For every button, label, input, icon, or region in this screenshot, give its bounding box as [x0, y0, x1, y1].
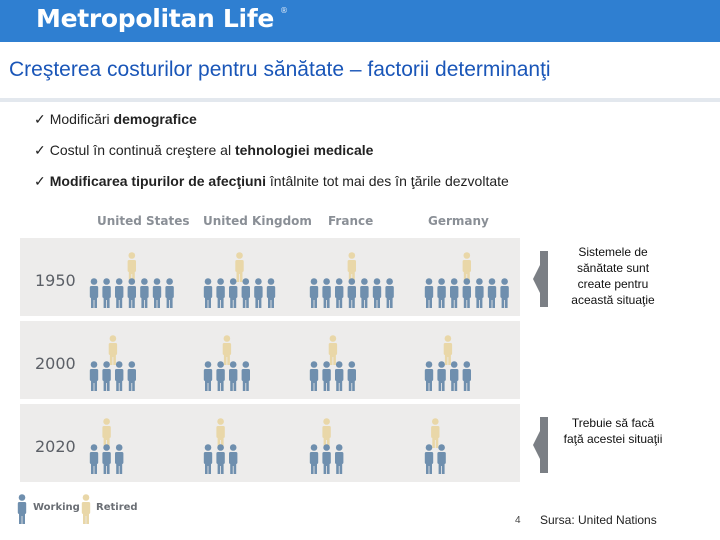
legend-working-label: Working — [33, 502, 80, 513]
working-person-icon — [335, 278, 343, 308]
retired-person-icon — [223, 335, 231, 365]
working-person-icon — [216, 361, 224, 391]
working-person-icon — [463, 278, 471, 308]
retired-person-icon — [109, 335, 117, 365]
working-person-icon — [204, 278, 212, 308]
working-person-icon — [335, 361, 343, 391]
retired-person-icon — [235, 252, 243, 282]
working-person-icon — [335, 444, 343, 474]
working-person-icon — [322, 444, 330, 474]
slide-title: Creşterea costurilor pentru sănătate – factorii determinanţi — [9, 58, 551, 81]
working-person-icon — [373, 278, 381, 308]
note-must-cope: Trebuie să facă faţă acestei situaţii — [563, 416, 663, 446]
check-icon: ✓ — [34, 142, 46, 158]
working-person-icon — [204, 361, 212, 391]
working-person-icon — [450, 361, 458, 391]
working-person-icon — [229, 444, 237, 474]
working-person-icon — [450, 278, 458, 308]
year-label-1950: 1950 — [35, 271, 76, 290]
registered-mark: ® — [280, 6, 288, 15]
working-person-icon — [102, 361, 110, 391]
bullet-bold-text: Modificarea tipurilor de afecţiuni — [49, 173, 266, 189]
retired-person-icon — [431, 418, 439, 448]
working-person-icon — [437, 361, 445, 391]
check-icon: ✓ — [34, 111, 46, 127]
page-number: 4 — [515, 515, 521, 526]
working-person-icon — [115, 278, 123, 308]
legend-retired-label: Retired — [96, 502, 138, 513]
country-label-united-kingdom: United Kingdom — [203, 214, 312, 228]
company-logo: Metropolitan Life — [36, 4, 275, 33]
check-icon: ✓ — [34, 173, 46, 189]
working-person-icon — [310, 278, 318, 308]
working-person-icon — [322, 278, 330, 308]
working-person-icon — [267, 278, 275, 308]
retired-person-icon — [348, 252, 356, 282]
bullet-text: Costul în continuă creştere al — [49, 142, 235, 158]
country-label-germany: Germany — [428, 214, 489, 228]
working-person-icon — [216, 444, 224, 474]
working-person-icon — [90, 444, 98, 474]
working-person-icon — [348, 278, 356, 308]
working-person-icon — [102, 444, 110, 474]
working-person-icon — [310, 361, 318, 391]
bullet-bold-text: tehnologiei medicale — [234, 142, 374, 158]
working-person-icon — [385, 278, 393, 308]
retired-person-icon — [329, 335, 337, 365]
working-person-icon — [475, 278, 483, 308]
arrow-bar — [540, 251, 548, 307]
working-person-icon — [488, 278, 496, 308]
legend-retired-person-icon — [82, 494, 90, 524]
working-person-icon — [115, 444, 123, 474]
working-person-icon — [360, 278, 368, 308]
working-person-icon — [165, 278, 173, 308]
bullet-bold-text: demografice — [113, 111, 197, 127]
retired-person-icon — [102, 418, 110, 448]
working-person-icon — [229, 361, 237, 391]
note-situation-designed: Sistemele de sănătate sunt create pentru această situaţie — [571, 245, 655, 307]
working-person-icon — [90, 361, 98, 391]
working-person-icon — [322, 361, 330, 391]
retired-person-icon — [128, 252, 136, 282]
working-person-icon — [310, 444, 318, 474]
retired-person-icon — [463, 252, 471, 282]
working-person-icon — [102, 278, 110, 308]
arrow-bar — [540, 417, 548, 473]
working-person-icon — [242, 361, 250, 391]
country-label-united-states: United States — [97, 214, 190, 228]
working-person-icon — [463, 361, 471, 391]
working-person-icon — [425, 361, 433, 391]
source-note: Sursa: United Nations — [540, 513, 657, 527]
working-person-icon — [128, 278, 136, 308]
bullet-text: Modificări — [49, 111, 114, 127]
retired-person-icon — [444, 335, 452, 365]
working-person-icon — [500, 278, 508, 308]
year-label-2000: 2000 — [35, 354, 76, 373]
retired-person-icon — [216, 418, 224, 448]
working-person-icon — [229, 278, 237, 308]
working-person-icon — [348, 361, 356, 391]
working-person-icon — [437, 278, 445, 308]
retired-person-icon — [322, 418, 330, 448]
working-person-icon — [90, 278, 98, 308]
working-person-icon — [153, 278, 161, 308]
working-person-icon — [140, 278, 148, 308]
working-person-icon — [425, 444, 433, 474]
year-label-2020: 2020 — [35, 437, 76, 456]
bullet-tail-text: întâlnite tot mai des în ţările dezvoltate — [266, 173, 509, 189]
working-person-icon — [254, 278, 262, 308]
working-person-icon — [204, 444, 212, 474]
working-person-icon — [128, 361, 136, 391]
working-person-icon — [216, 278, 224, 308]
working-person-icon — [115, 361, 123, 391]
country-label-france: France — [328, 214, 374, 228]
working-person-icon — [242, 278, 250, 308]
legend-working-person-icon — [18, 494, 26, 524]
working-person-icon — [425, 278, 433, 308]
working-person-icon — [437, 444, 445, 474]
